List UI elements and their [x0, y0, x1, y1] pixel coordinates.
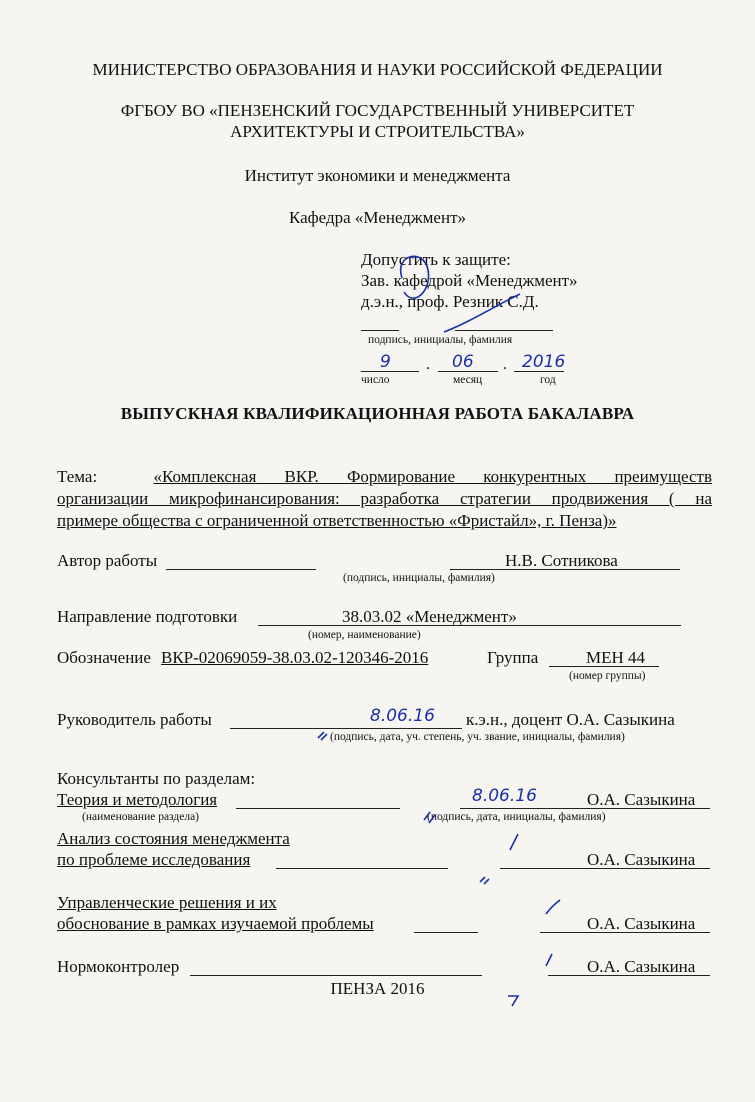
- group-value: МЕН 44: [586, 648, 646, 667]
- city-year: ПЕНЗА 2016: [330, 979, 425, 998]
- author-label: Автор работы: [57, 551, 158, 570]
- signature-caption: подпись, инициалы, фамилия: [368, 334, 513, 346]
- section2-name: О.А. Сазыкина: [587, 850, 696, 869]
- approval-day: 9: [380, 352, 391, 372]
- year-caption: год: [540, 374, 556, 386]
- institute-name: Институт экономики и менеджмента: [244, 166, 511, 185]
- university-name-line2: АРХИТЕКТУРЫ И СТРОИТЕЛЬСТВА»: [230, 122, 525, 141]
- approval-line3: д.э.н., проф. Резник С.Д.: [361, 292, 539, 311]
- consultant-section3-line2: обоснование в рамках изучаемой проблемы: [57, 914, 374, 933]
- supervisor-date: 8.06.16: [370, 706, 435, 726]
- day-caption: число: [361, 374, 390, 386]
- author-signature-line: [166, 569, 316, 570]
- section1-name: О.А. Сазыкина: [587, 790, 696, 809]
- theme-block: [57, 466, 712, 532]
- direction-label: Направление подготовки: [57, 607, 238, 626]
- consultant-section3-line1: Управленческие решения и их: [57, 893, 277, 912]
- month-caption: месяц: [453, 374, 483, 386]
- handwritten-signature-marks: [300, 700, 570, 1010]
- direction-caption: (номер, наименование): [308, 629, 421, 641]
- author-caption: (подпись, инициалы, фамилия): [343, 572, 495, 584]
- document-title: ВЫПУСКНАЯ КВАЛИФИКАЦИОННАЯ РАБОТА БАКАЛАВРА: [120, 404, 635, 423]
- department-name: Кафедра «Менеджмент»: [288, 208, 467, 227]
- section3-name: О.А. Сазыкина: [587, 914, 696, 933]
- approval-month: 06: [452, 352, 474, 372]
- theme-label: Тема:: [57, 467, 98, 486]
- theme-line1: «Комплексная ВКР. Формирование конкурентных преимуществ: [153, 467, 713, 486]
- designation-value: ВКР-02069059-38.03.02-120346-2016: [161, 648, 429, 667]
- university-name-line1: ФГБОУ ВО «ПЕНЗЕНСКИЙ ГОСУДАРСТВЕННЫЙ УНИВЕРСИТЕТ: [120, 101, 635, 120]
- author-name: Н.В. Сотникова: [505, 551, 618, 570]
- caption-section-name: (наименование раздела): [82, 811, 200, 823]
- approval-signature-mark: [380, 248, 540, 340]
- consultant-section2-line1: Анализ состояния менеджмента: [57, 829, 290, 848]
- supervisor-caption: (подпись, дата, уч. степень, уч. звание, инициалы, фамилия): [330, 731, 625, 743]
- supervisor-value: к.э.н., доцент О.А. Сазыкина: [466, 710, 675, 729]
- approval-year: 2016: [522, 352, 566, 372]
- designation-label: Обозначение: [57, 648, 151, 667]
- date-dot-2: .: [503, 356, 507, 373]
- supervisor-label: Руководитель работы: [57, 710, 212, 729]
- normcontrol-label: Нормоконтролер: [57, 957, 180, 976]
- approval-line1: Допустить к защите:: [361, 250, 511, 269]
- theme-row-1: [57, 466, 712, 488]
- approval-line2: Зав. кафедрой «Менеджмент»: [361, 271, 578, 290]
- normcontrol-name: О.А. Сазыкина: [587, 957, 696, 976]
- date-dot-1: .: [426, 356, 430, 373]
- theme-line3: примере общества с ограниченной ответственностью «Фристайл», г. Пенза)»: [57, 511, 617, 530]
- consultant-section2-line2: по проблеме исследования: [57, 850, 251, 869]
- consultants-heading: Консультанты по разделам:: [57, 769, 256, 788]
- section1-date: 8.06.16: [472, 786, 537, 806]
- caption-signature: (подпись, дата, инициалы, фамилия): [427, 811, 606, 823]
- consultant-section1: Теория и методология: [57, 790, 218, 809]
- ministry-heading: МИНИСТЕРСТВО ОБРАЗОВАНИЯ И НАУКИ РОССИЙСКОЙ ФЕДЕРАЦИИ: [92, 60, 663, 79]
- theme-line2: организации микрофинансирования: разработка стратегии продвижения ( на: [57, 489, 712, 508]
- direction-value: 38.03.02 «Менеджмент»: [342, 607, 517, 626]
- group-label: Группа: [487, 648, 539, 667]
- group-caption: (номер группы): [569, 670, 646, 682]
